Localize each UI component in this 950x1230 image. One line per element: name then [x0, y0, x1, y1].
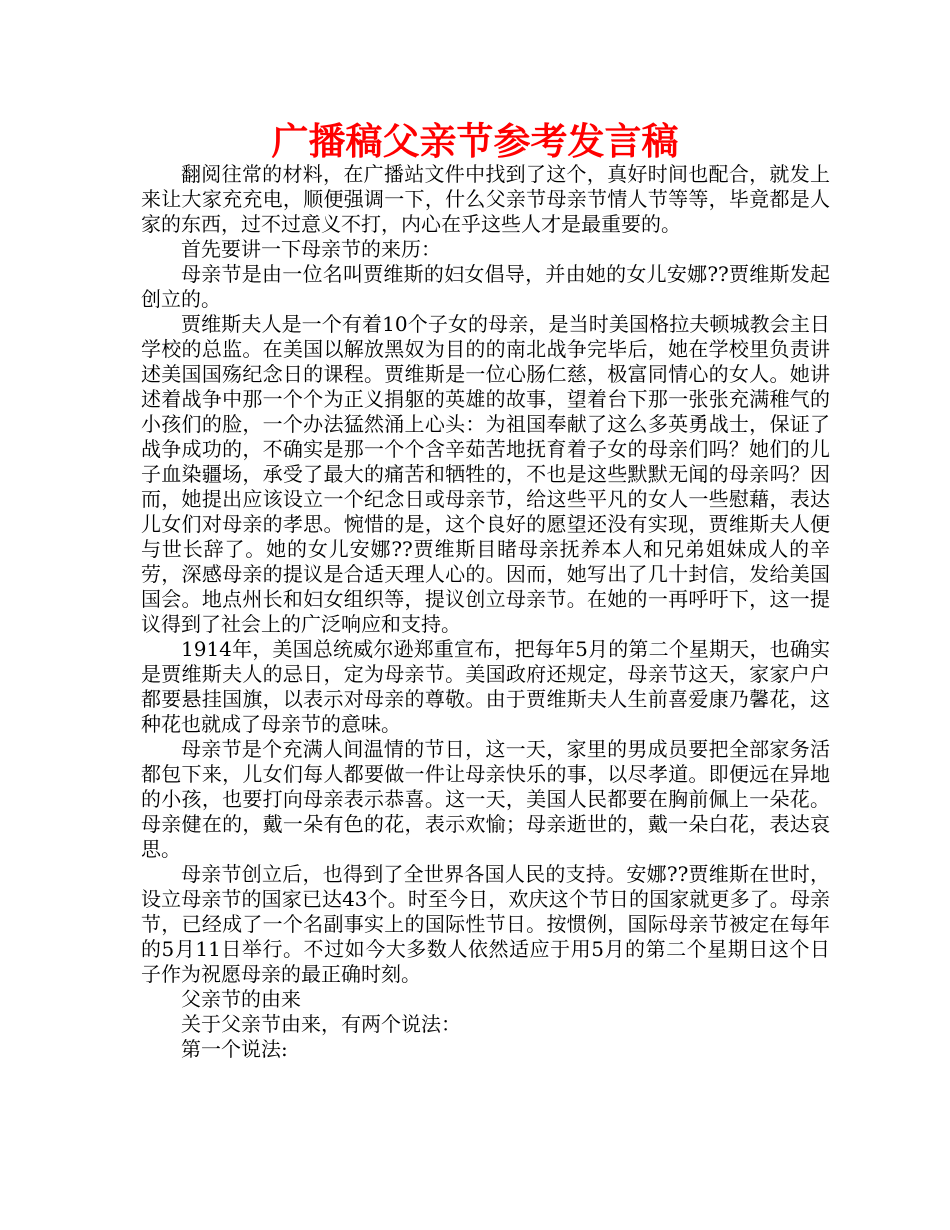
paragraph-international: 母亲节创立后，也得到了全世界各国人民的支持。安娜??贾维斯在世时，设立母亲节的国家已达43个。时至今日，欢庆这个节日的国家就更多了。母亲节，已经成了一个名副事实上的国际性节日。按惯例，国际母亲节被定在每年的5月11日举行。不过如今大多数人依然适应于用5月的第二个星期日这个日子作为祝愿母亲的最正确时刻。 — [141, 862, 830, 986]
paragraph-customs: 母亲节是个充满人间温情的节日，这一天，家里的男成员要把全部家务活都包下来，儿女们每人都要做一件让母亲快乐的事，以尽孝道。即便远在异地的小孩，也要打向母亲表示恭喜。这一天，美国人民都要在胸前佩上一朵花。母亲健在的，戴一朵有色的花，表示欢愉；母亲逝世的，戴一朵白花，表达哀思。 — [141, 737, 830, 861]
document-body — [141, 162, 830, 1062]
paragraph-founder: 母亲节是由一位名叫贾维斯的妇女倡导，并由她的女儿安娜??贾维斯发起创立的。 — [141, 262, 830, 311]
paragraph-jarvis-story: 贾维斯夫人是一个有着10个子女的母亲，是当时美国格拉夫顿城教会主日学校的总监。在美国以解放黑奴为目的的南北战争完毕后，她在学校里负责讲述美国国殇纪念日的课程。贾维斯是一位心肠仁慈，极富同情心的女人。她讲述着战争中那一个个为正义捐躯的英雄的故事，望着台下那一张张充满稚气的小孩们的脸，一个办法猛然涌上心头：为祖国奉献了这么多英勇战士，保证了战争成功的，不确实是那一个个含辛茹苦地抚育着子女的母亲们吗？她们的儿子血染疆场，承受了最大的痛苦和牺牲的，不也是这些默默无闻的母亲吗？因而，她提出应该设立一个纪念日或母亲节，给这些平凡的女人一些慰藉，表达儿女们对母亲的孝思。惋惜的是，这个良好的愿望还没有实现，贾维斯夫人便与世长辞了。她的女儿安娜??贾维斯目睹母亲抚养本人和兄弟姐妹成人的辛劳，深感母亲的提议是合适天理人心的。因而，她写出了几十封信，发给美国国会。地点州长和妇女组织等，提议创立母亲节。在她的一再呼吁下，这一提议得到了社会上的广泛响应和支持。 — [141, 312, 830, 636]
document-title: 广播稿父亲节参考发言稿 — [271, 120, 679, 163]
paragraph-fathers-day-heading: 父亲节的由来 — [181, 987, 301, 1011]
paragraph-intro: 翻阅往常的材料，在广播站文件中找到了这个，真好时间也配合，就发上来让大家充充电，顺便强调一下，什么父亲节母亲节情人节等等，毕竟都是人家的东西，过不过意义不打，内心在乎这些人才是最重要的。 — [141, 162, 830, 236]
paragraph-first-theory: 第一个说法: — [181, 1037, 288, 1061]
paragraph-1914: 1914年，美国总统威尔逊郑重宣布，把每年5月的第二个星期天，也确实是贾维斯夫人的忌日，定为母亲节。美国政府还规定，母亲节这天，家家户户都要悬挂国旗，以表示对母亲的尊敬。由于贾维斯夫人生前喜爱康乃馨花，这种花也就成了母亲节的意味。 — [141, 637, 830, 736]
paragraph-mothers-day-history-heading: 首先要讲一下母亲节的来历： — [181, 237, 441, 261]
paragraph-two-theories: 关于父亲节由来，有两个说法： — [181, 1012, 461, 1036]
